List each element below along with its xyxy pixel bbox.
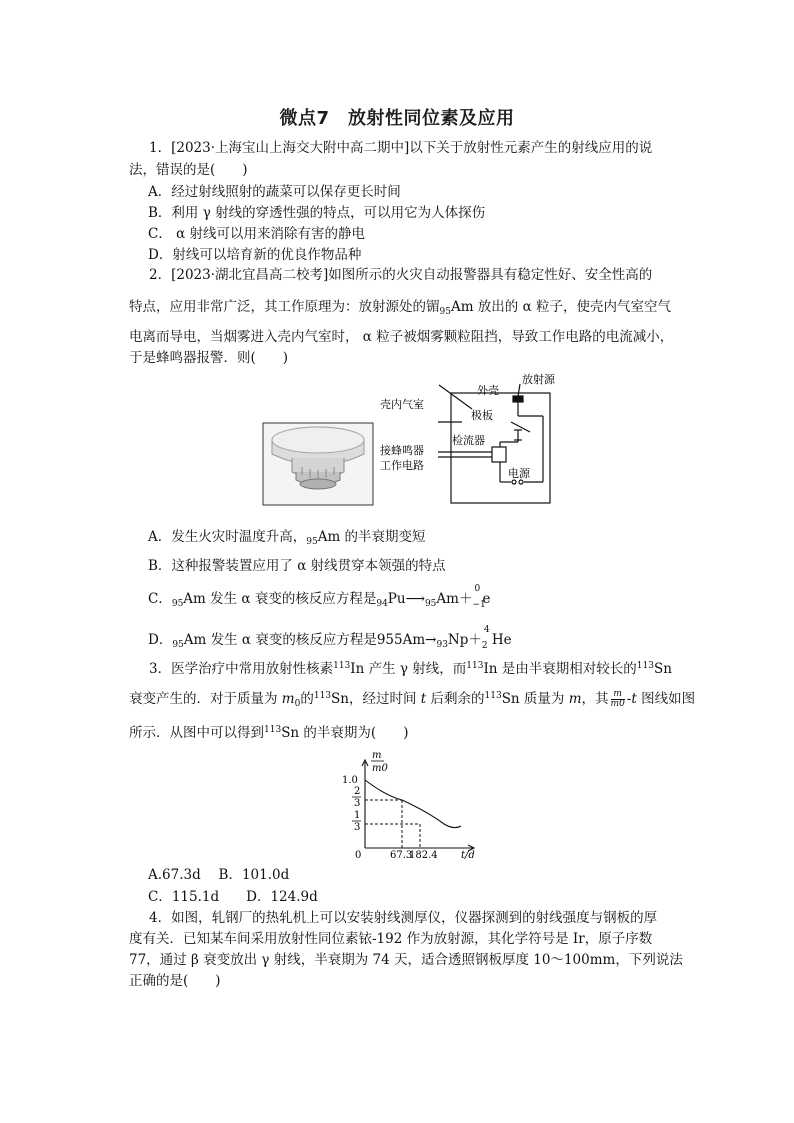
q1-option-b: B．利用 γ 射线的穿透性强的特点，可以用它为人体探伤 bbox=[148, 205, 486, 221]
y-tick-1: 1.0 bbox=[342, 775, 358, 786]
origin-label: 0 bbox=[355, 850, 362, 860]
q3-stem-line3: 所示．从图中可以得到$^{113}$Sn 的半衰期为( ) bbox=[129, 725, 409, 741]
y-tick-2-3-num: 2 bbox=[354, 786, 361, 797]
decay-curve bbox=[365, 780, 461, 828]
y-tick-1-3-den: 3 bbox=[354, 822, 361, 833]
q2-stem-line1: 2．[2023·湖北宜昌高二校考]如图所示的火灾自动报警器具有稳定性好、安全性高的 bbox=[149, 267, 653, 283]
q2-stem-line3: 电离而导电，当烟雾进入壳内气室时， α 粒子被烟雾颗粒阻挡，导致工作电路的电流减小， bbox=[129, 329, 674, 345]
y-tick-1-3-num: 1 bbox=[354, 810, 361, 821]
q3-stem-line1: 3．医学治疗中常用放射性核素$^{113}$In 产生 γ 射线，而$^{113}$In 是由半衰期相对较长的$^{113}$Sn bbox=[149, 661, 672, 677]
q2-stem-line2: 特点，应用非常广泛，其工作原理为：放射源处的镅$_{95}$Am 放出的 α 粒子，使壳内气室空气 bbox=[129, 299, 671, 317]
y-label-num: m bbox=[372, 752, 382, 761]
q2-option-a: A．发生火灾时温度升高，$_{95}$Am 的半衰期变短 bbox=[148, 529, 426, 547]
q1-stem-line2: 法，错误的是( ) bbox=[129, 162, 248, 178]
smoke-detector-photo bbox=[263, 423, 373, 505]
q2-figure bbox=[262, 372, 558, 510]
q1-option-a: A．经过射线照射的蔬菜可以保存更长时间 bbox=[148, 184, 401, 200]
x-tick-182: 182.4 bbox=[409, 850, 438, 860]
q4-stem-line4: 正确的是( ) bbox=[129, 973, 221, 989]
page-title: 微点7 放射性同位素及应用 bbox=[279, 108, 515, 129]
label-plate: 极板 bbox=[471, 409, 493, 422]
q2-option-d: D．$_{95}$Am 发生 α 衰变的核反应方程是$955Am\to_{93}Np+$ 4 2 He bbox=[148, 625, 512, 651]
q1-option-c: C． α 射线可以用来消除有害的静电 bbox=[148, 226, 366, 242]
q1-option-d: D．射线可以培育新的优良作物品种 bbox=[148, 247, 362, 263]
x-tick-67: 67.3 bbox=[390, 850, 413, 860]
q4-stem-line2: 度有关．已知某车间采用放射性同位素铱-192 作为放射源，其化学符号是 Ir，原子序数 bbox=[129, 931, 653, 947]
label-chamber: 壳内气室 bbox=[380, 398, 424, 411]
label-power: 电源 bbox=[508, 467, 530, 480]
q3-options-ab: A.67.3d B．101.0d bbox=[148, 867, 290, 883]
q1-stem-line1: 1．[2023·上海宝山上海交大附中高二期中]以下关于放射性元素产生的射线应用的说 bbox=[149, 140, 653, 156]
label-source: 放射源 bbox=[522, 373, 555, 386]
q3-stem-line2: 衰变产生的．对于质量为 $m_0$的$^{113}$Sn，经过时间 t 后剩余的$^{113}$Sn 质量为 m，其 $\frac{m}{m0}$ -t 图线如图 bbox=[129, 689, 696, 709]
y-tick-2-3-den: 3 bbox=[354, 798, 361, 809]
q4-stem-line1: 4．如图，轧钢厂的热轧机上可以安装射线测厚仪，仪器探测到的射线强度与钢板的厚 bbox=[149, 910, 658, 926]
q2-stem-line4: 于是蜂鸣器报警．则( ) bbox=[129, 350, 289, 366]
label-buzzer-1: 接蜂鸣器 bbox=[380, 444, 424, 457]
q3-options-cd: C．115.1d D．124.9d bbox=[148, 889, 318, 905]
q2-option-b: B．这种报警装置应用了 α 射线贯穿本领强的特点 bbox=[148, 558, 446, 574]
q3-decay-graph bbox=[336, 752, 486, 860]
q2-option-c: C．$_{95}$Am 发生 α 衰变的核反应方程是$_{94}Pu⟶_{95}Am+$ 0 −1 e bbox=[148, 584, 491, 610]
y-label-den: m0 bbox=[372, 763, 388, 774]
label-detector: 检流器 bbox=[452, 434, 485, 447]
x-label: t/d bbox=[461, 850, 475, 860]
q4-stem-line3: 77，通过 β 衰变放出 γ 射线，半衰期为 74 天，适合透照钢板厚度 10～100mm，下列说法 bbox=[129, 952, 683, 968]
label-buzzer-2: 工作电路 bbox=[380, 459, 424, 472]
label-shell: 外壳 bbox=[477, 384, 499, 397]
